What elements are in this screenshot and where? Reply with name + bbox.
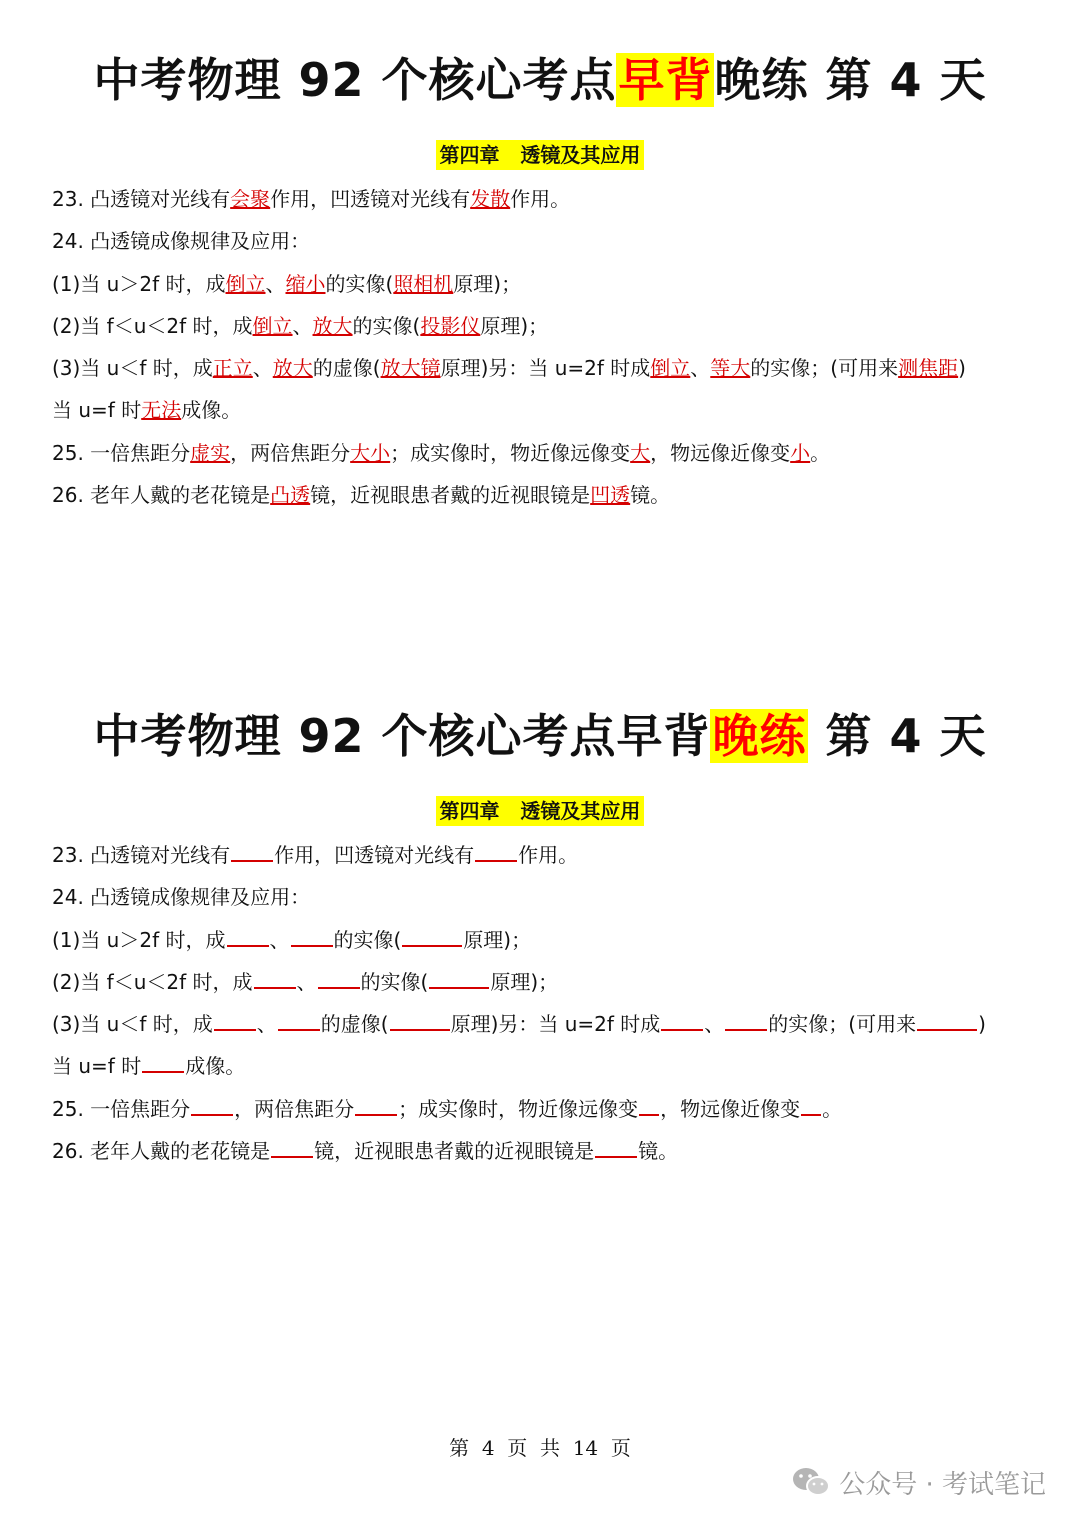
text-line <box>52 961 1080 1003</box>
text-line <box>52 347 1080 389</box>
page-footer: 第 4 页 共 14 页 <box>449 1436 631 1460</box>
line-text: (1)当 u＞2f 时，成 <box>52 927 226 952</box>
line-text: 、 <box>690 356 711 381</box>
line-text: ；成实像时，物近像远像变 <box>398 1096 639 1121</box>
line-text: 镜，近视眼患者戴的近视眼镜是 <box>314 1139 595 1164</box>
watermark-text: 公众号 · 考试笔记 <box>839 1469 1046 1500</box>
line-text: 镜。 <box>638 1139 679 1164</box>
line-text: 26. 老年人戴的老花镜是 <box>52 483 271 508</box>
line-text: 。 <box>822 1096 843 1121</box>
answer-text: 大小 <box>350 440 391 465</box>
text-line <box>52 834 1080 876</box>
line-text: 原理)； <box>463 927 532 952</box>
answer-text: 正立 <box>212 356 253 381</box>
line-text: 作用。 <box>518 843 579 867</box>
line-text: 当 u=f 时 <box>52 398 142 423</box>
text-line <box>52 1130 1080 1172</box>
line-text: ，两倍焦距分 <box>230 440 351 465</box>
answer-text: 小 <box>790 440 811 465</box>
line-text: 的实像( <box>333 927 402 952</box>
line-text: 作用，凹透镜对光线有 <box>270 187 471 211</box>
answer-text: 无法 <box>141 398 182 423</box>
line-text: 镜，近视眼患者戴的近视眼镜是 <box>310 483 591 508</box>
answer-text: 放大 <box>312 313 353 338</box>
line-text: 的虚像( <box>312 356 381 381</box>
line-text: 镜。 <box>630 483 671 508</box>
text-line <box>52 919 1080 961</box>
answer-blank <box>231 840 273 862</box>
line-text: ) <box>978 1012 986 1037</box>
line-text: ，两倍焦距分 <box>234 1096 355 1121</box>
line-text: ，物远像近像变 <box>650 440 791 465</box>
answer-blank <box>429 967 489 989</box>
answer-blank <box>355 1094 397 1116</box>
line-text: (3)当 u＜f 时，成 <box>52 356 213 381</box>
chapter-heading: 第四章 透镜及其应用 <box>436 796 645 826</box>
title-highlight: 晚练 <box>712 709 807 763</box>
text-line <box>52 263 1080 305</box>
page-title <box>0 48 1080 112</box>
answer-blank <box>227 925 269 947</box>
line-text: 26. 老年人戴的老花镜是 <box>52 1139 271 1164</box>
answer-text: 投影仪 <box>420 313 481 338</box>
line-text: 23. 凸透镜对光线有 <box>52 843 231 867</box>
answer-blank <box>142 1051 184 1073</box>
answer-blank <box>254 967 296 989</box>
page-title <box>0 704 1080 768</box>
wechat-icon <box>791 1465 831 1499</box>
answer-text: 大 <box>630 440 651 465</box>
text-line <box>52 178 1080 220</box>
title-highlight: 早背 <box>618 53 713 107</box>
evening-section <box>0 704 1080 1172</box>
line-text: 原理)； <box>480 313 549 338</box>
answer-blank <box>402 925 462 947</box>
line-text: 的实像；(可用来 <box>768 1012 917 1037</box>
line-text: (2)当 f＜u＜2f 时，成 <box>52 969 253 994</box>
line-text: 成像。 <box>185 1054 246 1079</box>
title-text-suffix: 晚练 第 4 天 <box>714 53 987 107</box>
line-text: 25. 一倍焦距分 <box>52 440 191 465</box>
answer-blank <box>725 1009 767 1031</box>
chapter-heading-wrap <box>0 796 1080 828</box>
line-text: (1)当 u＞2f 时，成 <box>52 271 226 296</box>
chapter-heading-wrap <box>0 140 1080 172</box>
answer-blank <box>639 1094 659 1116</box>
line-text: 24. 凸透镜成像规律及应用： <box>52 229 311 254</box>
answer-blank <box>271 1136 313 1158</box>
line-text: ，物远像近像变 <box>660 1096 801 1121</box>
line-text: 、 <box>265 271 286 296</box>
evening-content <box>52 834 1080 1172</box>
text-line <box>52 1045 1080 1087</box>
line-text: (2)当 f＜u＜2f 时，成 <box>52 313 253 338</box>
line-text: 、 <box>256 1012 277 1037</box>
watermark <box>791 1462 1046 1502</box>
answer-text: 等大 <box>710 356 751 381</box>
line-text: 的实像( <box>325 271 394 296</box>
morning-section <box>0 48 1080 516</box>
line-text: 23. 凸透镜对光线有 <box>52 187 231 211</box>
title-text-suffix: 第 4 天 <box>808 709 987 763</box>
answer-blank <box>801 1094 821 1116</box>
answer-text: 放大镜 <box>380 356 441 381</box>
line-text: 成像。 <box>181 398 242 423</box>
title-text: 中考物理 92 个核心考点 <box>93 53 617 107</box>
answer-text: 凸透 <box>270 483 311 508</box>
answer-text: 倒立 <box>650 356 691 381</box>
line-text: 、 <box>269 927 290 952</box>
answer-text: 发散 <box>470 187 511 211</box>
answer-text: 虚实 <box>190 440 231 465</box>
line-text: 的实像；(可用来 <box>750 356 899 381</box>
line-text: 、 <box>296 969 317 994</box>
answer-text: 会聚 <box>230 187 271 211</box>
text-line <box>52 389 1080 431</box>
answer-text: 放大 <box>272 356 313 381</box>
chapter-heading: 第四章 透镜及其应用 <box>436 140 645 170</box>
line-text: 25. 一倍焦距分 <box>52 1096 191 1121</box>
answer-text: 倒立 <box>252 313 293 338</box>
text-line <box>52 474 1080 516</box>
line-text: 作用。 <box>510 187 571 211</box>
line-text: ) <box>958 356 966 381</box>
answer-blank <box>661 1009 703 1031</box>
text-line <box>52 1088 1080 1130</box>
answer-text: 照相机 <box>393 271 454 296</box>
line-text: (3)当 u＜f 时，成 <box>52 1012 213 1037</box>
line-text: 原理)另：当 u=2f 时成 <box>440 356 651 381</box>
line-text: ；成实像时，物近像远像变 <box>390 440 631 465</box>
morning-content <box>52 178 1080 516</box>
line-text: 当 u=f 时 <box>52 1054 142 1079</box>
line-text: 、 <box>704 1012 725 1037</box>
text-line <box>52 876 1080 918</box>
answer-blank <box>475 840 517 862</box>
line-text: 。 <box>810 440 831 465</box>
line-text: 的虚像( <box>320 1012 389 1037</box>
line-text: 原理)； <box>453 271 522 296</box>
answer-blank <box>318 967 360 989</box>
text-line <box>52 305 1080 347</box>
title-text: 中考物理 92 个核心考点早背 <box>93 709 711 763</box>
line-text: 、 <box>252 356 273 381</box>
answer-blank <box>390 1009 450 1031</box>
answer-blank <box>214 1009 256 1031</box>
answer-blank <box>278 1009 320 1031</box>
line-text: 的实像( <box>352 313 421 338</box>
line-text: 24. 凸透镜成像规律及应用： <box>52 885 311 910</box>
answer-text: 凹透 <box>590 483 631 508</box>
text-line <box>52 1003 1080 1045</box>
answer-blank <box>291 925 333 947</box>
answer-text: 倒立 <box>225 271 266 296</box>
line-text: 、 <box>292 313 313 338</box>
line-text: 作用，凹透镜对光线有 <box>274 843 475 867</box>
line-text: 的实像( <box>360 969 429 994</box>
line-text: 原理)另：当 u=2f 时成 <box>450 1012 661 1037</box>
answer-blank <box>191 1094 233 1116</box>
text-line <box>52 432 1080 474</box>
answer-blank <box>595 1136 637 1158</box>
line-text: 原理)； <box>490 969 559 994</box>
answer-blank <box>917 1009 977 1031</box>
answer-text: 缩小 <box>285 271 326 296</box>
answer-text: 测焦距 <box>898 356 959 381</box>
text-line <box>52 220 1080 262</box>
